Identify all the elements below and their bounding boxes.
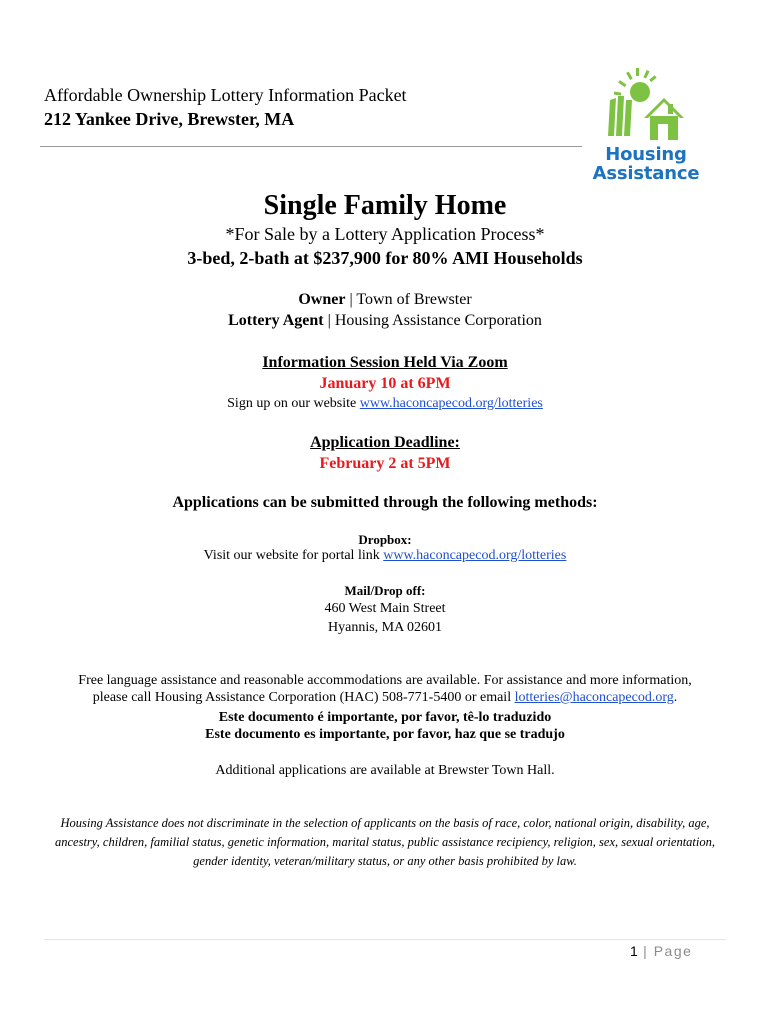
mail-heading: Mail/Drop off: bbox=[344, 583, 426, 598]
deadline-heading: Application Deadline: bbox=[310, 434, 460, 451]
listing-subtitle: *For Sale by a Lottery Application Process* bbox=[225, 224, 545, 244]
agent-value: Housing Assistance Corporation bbox=[334, 312, 542, 329]
info-session-date: January 10 at 6PM bbox=[319, 375, 451, 392]
contact-end: . bbox=[673, 690, 678, 705]
owner-label: Owner bbox=[298, 291, 346, 308]
packet-title: Affordable Ownership Lottery Information Packet bbox=[44, 85, 407, 105]
mail-address-city: Hyannis, MA 02601 bbox=[328, 620, 442, 635]
page-number-value: 1 bbox=[630, 943, 638, 959]
dropbox-text: Visit our website for portal link bbox=[203, 548, 384, 563]
header-divider bbox=[40, 146, 582, 147]
portuguese-notice: Este documento é importante, por favor, tê-lo traduzido bbox=[218, 710, 552, 725]
agent-label: Lottery Agent bbox=[228, 312, 324, 329]
methods-heading: Applications can be submitted through the following methods: bbox=[172, 494, 598, 511]
email-link[interactable]: lotteries@haconcapecod.org bbox=[514, 690, 674, 705]
page-number bbox=[630, 943, 692, 959]
page-separator: | bbox=[637, 943, 654, 959]
signup-text: Sign up on our website bbox=[227, 396, 360, 411]
deadline-date: February 2 at 5PM bbox=[319, 455, 451, 472]
property-address: 212 Yankee Drive, Brewster, MA bbox=[44, 109, 295, 129]
footer-divider bbox=[44, 939, 726, 940]
listing-title: Single Family Home bbox=[263, 190, 507, 221]
agent-line bbox=[0, 312, 770, 330]
signup-line bbox=[0, 396, 770, 412]
signup-link[interactable]: www.haconcapecod.org/lotteries bbox=[359, 396, 543, 411]
mail-address-street: 460 West Main Street bbox=[324, 601, 446, 616]
agent-separator: | bbox=[323, 312, 335, 329]
portal-link[interactable]: www.haconcapecod.org/lotteries bbox=[383, 548, 567, 563]
listing-price-summary: 3-bed, 2-bath at $237,900 for 80% AMI Households bbox=[187, 248, 583, 268]
spanish-notice: Este documento es importante, por favor, haz que se tradujo bbox=[205, 727, 565, 742]
logo-word-assistance: Assistance bbox=[592, 163, 700, 184]
owner-value: Town of Brewster bbox=[356, 291, 472, 308]
page-word: Page bbox=[653, 943, 693, 959]
contact-line bbox=[0, 690, 770, 706]
housing-assistance-logo bbox=[588, 66, 704, 186]
logo-word-housing: Housing bbox=[605, 144, 687, 165]
owner-separator: | bbox=[345, 291, 357, 308]
sun-house-icon bbox=[588, 66, 704, 146]
contact-text: please call Housing Assistance Corporation (HAC) 508-771-5400 or email bbox=[92, 690, 515, 705]
additional-applications-note: Additional applications are available at Brewster Town Hall. bbox=[215, 763, 555, 778]
non-discrimination-disclaimer: Housing Assistance does not discriminate in the selection of applicants on the basis of race, color, national origin, disability, age, ancestry, children, familial status, genetic information, marital status, public assistance recipiency, religion, sex, sexual orientation, gender identity, veteran/military status, or any other basis prohibited by law. bbox=[55, 816, 715, 868]
info-session-heading: Information Session Held Via Zoom bbox=[262, 354, 508, 371]
language-assistance-line: Free language assistance and reasonable accommodations are available. For assistance and more information, bbox=[78, 673, 692, 688]
dropbox-heading: Dropbox: bbox=[358, 532, 412, 547]
dropbox-line bbox=[0, 548, 770, 564]
owner-line bbox=[0, 291, 770, 309]
